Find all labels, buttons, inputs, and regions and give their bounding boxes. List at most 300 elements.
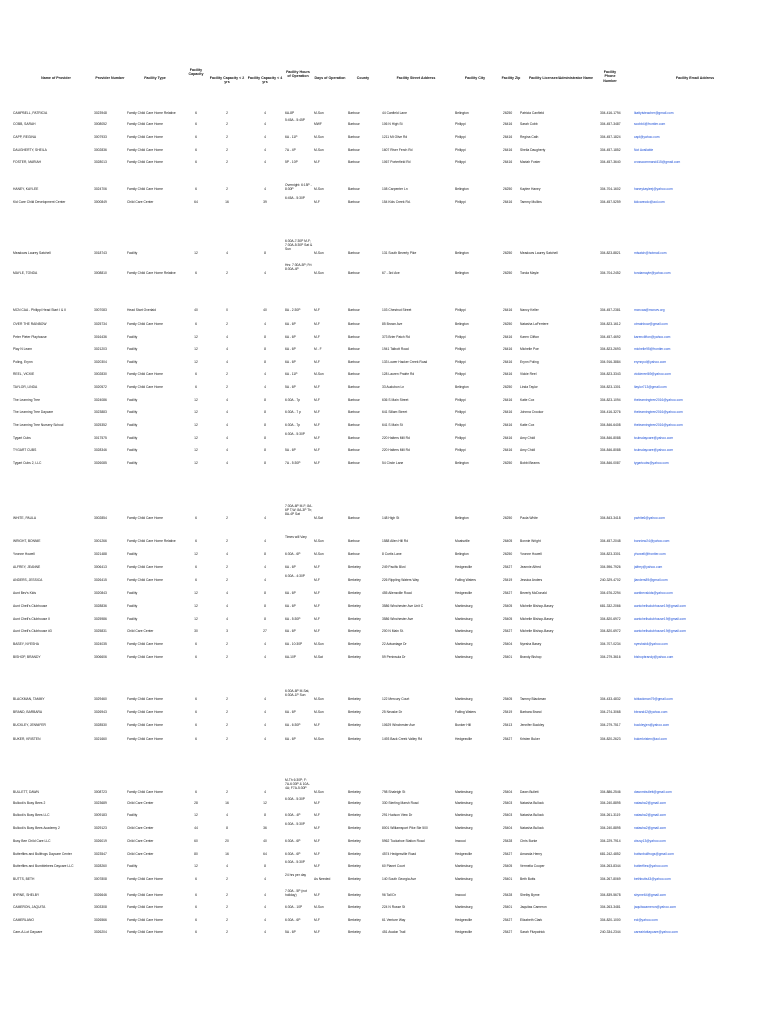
days: M-F xyxy=(314,160,320,164)
phone: 304-457-5259 xyxy=(600,200,621,204)
capacity-under-2: 2 xyxy=(226,111,228,115)
zip: 25401 xyxy=(503,877,513,881)
city: Martinsburg xyxy=(455,790,473,794)
phone: 304-263-3481 xyxy=(600,905,621,909)
zip: 25403 xyxy=(503,801,513,805)
email[interactable]: buttsnbullfrogs@gmail.com xyxy=(634,852,674,856)
city: Belington xyxy=(455,322,469,326)
email[interactable]: capl@yahoo.com xyxy=(634,135,660,139)
facility-type: Facility xyxy=(127,347,138,351)
capacity-under-2: 2 xyxy=(226,135,228,139)
days: M-F xyxy=(314,436,320,440)
provider-name: OVER THE RAINBOW xyxy=(13,322,47,326)
provider-number: 3028836 xyxy=(94,604,107,608)
provider-number: 3020843 xyxy=(94,591,107,595)
zip: 25405 xyxy=(503,604,513,608)
capacity-under-4: 4 xyxy=(264,135,266,139)
provider-number: 3025734 xyxy=(94,322,107,326)
street-address: 140 South Georgia Ave xyxy=(382,877,417,881)
provider-number: 3008052 xyxy=(94,122,107,126)
email[interactable]: lkattyisteacher@gmail.com xyxy=(634,111,674,115)
county: Barbour xyxy=(348,308,360,312)
days: M-Sun xyxy=(314,697,324,701)
email[interactable]: yhowell@frontier.com xyxy=(634,552,666,556)
provider-number: 3023948 xyxy=(94,111,107,115)
facility-type: Facility xyxy=(127,251,138,255)
facility-type: Family Child Care Home xyxy=(127,655,163,659)
county: Barbour xyxy=(348,251,360,255)
county: Berkeley xyxy=(348,905,361,909)
capacity-under-4: 4 xyxy=(264,187,266,191)
days: M-F xyxy=(314,565,320,569)
county: Barbour xyxy=(348,385,360,389)
provider-number: 3007933 xyxy=(94,135,107,139)
city: Hedgesville xyxy=(455,565,473,569)
email[interactable]: jalfrey@yahoo.com xyxy=(634,565,663,569)
county: Berkeley xyxy=(348,839,361,843)
capacity-under-4: 8 xyxy=(264,436,266,440)
capacity-under-4: 36 xyxy=(263,826,267,830)
email[interactable]: thelearningtree2016@yahoo.com xyxy=(634,410,683,414)
email[interactable]: tondamayle@yahoo.com xyxy=(634,271,671,275)
hours: 6A - 5:30P xyxy=(285,617,301,621)
hours: 6A - 6P xyxy=(285,710,296,714)
street-address: 226 Rippling Waters Way xyxy=(382,578,419,582)
city: Martinsburg xyxy=(455,629,473,633)
capacity-under-2: 2 xyxy=(226,710,228,714)
capacity: 12 xyxy=(194,604,198,608)
street-address: 636 S Main Street xyxy=(382,398,409,402)
street-address: 641 S Main St xyxy=(382,423,403,427)
provider-number: 3009183 xyxy=(94,813,107,817)
provider-name: Butterflies and Bumblebees Daycare LLC xyxy=(13,864,74,868)
hours: 7A - 4P xyxy=(285,148,296,152)
county: Barbour xyxy=(348,271,360,275)
city: Belington xyxy=(455,516,469,520)
email[interactable]: auntchellsclubhouse19@gmail.com xyxy=(634,629,686,633)
hours: 6:45A - 5:30P xyxy=(285,196,305,200)
capacity-under-2: 4 xyxy=(226,360,228,364)
capacity-under-4: 4 xyxy=(264,385,266,389)
capacity-under-4: 39 xyxy=(263,200,267,204)
provider-number: 3028530 xyxy=(94,723,107,727)
street-address: 4574 Hedgesville Road xyxy=(382,852,417,856)
administrator: Johnna Crookor xyxy=(520,410,544,414)
administrator: Beverly McDonald xyxy=(520,591,547,595)
hours: Times will Vary xyxy=(285,535,307,539)
zip: 26416 xyxy=(503,410,513,414)
phone: 304-240-8895 xyxy=(600,826,621,830)
header-number: Provider Number xyxy=(95,76,125,80)
email[interactable]: butterflies@yahoo.com xyxy=(634,864,668,868)
county: Barbour xyxy=(348,135,360,139)
email[interactable]: bbrand42@yahoo.com xyxy=(634,710,668,714)
zip: 26416 xyxy=(503,372,513,376)
capacity-under-4: 4 xyxy=(264,790,266,794)
zip: 25419 xyxy=(503,710,513,714)
capacity: 6 xyxy=(195,918,197,922)
administrator: Sarah Cobb xyxy=(520,122,538,126)
phone: 304-886-2546 xyxy=(600,790,621,794)
administrator: Sarah Fitzpatrick xyxy=(520,930,545,934)
hours: M-Th 6:30P; F: 7A-6:30P & 10A-4A; F7A-5:30P xyxy=(285,778,310,790)
provider-number: 3020572 xyxy=(94,385,107,389)
facility-type: Facility xyxy=(127,617,138,621)
street-address: 373 Brier Patch Rd xyxy=(382,335,410,339)
capacity-under-2: 4 xyxy=(226,448,228,452)
administrator: Natasha Bullock xyxy=(520,801,544,805)
provider-name: Bullock's Busy Bees LLC xyxy=(13,813,50,817)
capacity: 6 xyxy=(195,697,197,701)
zip: 26405 xyxy=(503,539,513,543)
street-address: 10629 Winchester Ave xyxy=(382,723,415,727)
capacity-under-4: 4 xyxy=(264,877,266,881)
email[interactable]: scobb4@frontier.com xyxy=(634,122,666,126)
provider-number: 3026415 xyxy=(94,578,107,582)
street-address: 96 Tall Dr xyxy=(382,893,396,897)
zip: 26416 xyxy=(503,398,513,402)
email[interactable]: bukerkristen@aol.com xyxy=(634,737,667,741)
provider-name: BRAND, BARBARA xyxy=(13,710,43,714)
email[interactable]: tcblackman79@gmail.com xyxy=(634,697,673,701)
administrator: Vickie Reel xyxy=(520,372,537,376)
capacity-under-2: 2 xyxy=(226,723,228,727)
city: Philippi xyxy=(455,436,466,440)
email[interactable]: karenclifton@yahoo.com xyxy=(634,335,671,339)
email[interactable]: thelearningtree2016@yahoo.com xyxy=(634,398,683,402)
capacity-under-2: 2 xyxy=(226,893,228,897)
capacity-under-4: 8 xyxy=(264,461,266,465)
email[interactable]: otrrainbow@gmail.com xyxy=(634,322,668,326)
zip: 26416 xyxy=(503,347,513,351)
street-address: 54 Circle Lane xyxy=(382,461,404,465)
capacity: 6 xyxy=(195,790,197,794)
zip: 25427 xyxy=(503,629,513,633)
capacity-under-2: 2 xyxy=(226,790,228,794)
email[interactable]: tcubsdaycare@yahoo.com xyxy=(634,436,674,440)
header-type: Facility Type xyxy=(144,76,166,80)
city: Philippi xyxy=(455,335,466,339)
administrator: Michelle Poe xyxy=(520,347,539,351)
header-admin: Facility Licensee/Administrator Name xyxy=(528,76,594,80)
street-address: 25 Neuske Dr xyxy=(382,710,403,714)
capacity: 6 xyxy=(195,565,197,569)
email[interactable]: auntchellsclubhouse19@gmail.com xyxy=(634,617,686,621)
days: M - F xyxy=(314,347,322,351)
email[interactable]: jlanders89@gmail.com xyxy=(634,578,668,582)
street-address: 200 N Main St. xyxy=(382,629,404,633)
administrator: Natasha Bullock xyxy=(520,813,544,817)
administrator: Meadows Laurey Satchell xyxy=(520,251,558,255)
phone: 304-820-1000 xyxy=(600,918,621,922)
county: Barbour xyxy=(348,372,360,376)
header-name: Name of Provider xyxy=(41,76,71,80)
city: Philippi xyxy=(455,398,466,402)
provider-number: 3002836 xyxy=(94,148,107,152)
administrator: Barbara Brand xyxy=(520,710,542,714)
email[interactable]: michelle95@frontier.com xyxy=(634,347,671,351)
zip: 25404 xyxy=(503,826,513,830)
provider-name: CAMERON, JAQUITA xyxy=(13,905,46,909)
facility-type: Family Child Care Home xyxy=(127,930,163,934)
provider-name: TYGART CUBS xyxy=(13,448,37,452)
email[interactable]: erynnpol@yahoo.com xyxy=(634,360,667,364)
city: Philippi xyxy=(455,160,466,164)
provider-number: 3023689 xyxy=(94,801,107,805)
provider-name: DAUGHERTY, SHEILA xyxy=(13,148,47,152)
street-address: 291 Hudson View Dr xyxy=(382,813,413,817)
capacity: 6 xyxy=(195,723,197,727)
capacity-under-4: 4 xyxy=(264,737,266,741)
city: Belington xyxy=(455,385,469,389)
administrator: Paula White xyxy=(520,516,538,520)
facility-type: Family Child Care Home Relative xyxy=(127,111,176,115)
provider-name: CAMERLANO xyxy=(13,918,34,922)
capacity-under-2: 4 xyxy=(226,552,228,556)
capacity-under-2: 2 xyxy=(226,737,228,741)
street-address: 59 Peninsula Dr xyxy=(382,655,406,659)
provider-name: Care-A-Lot Daycare xyxy=(13,930,43,934)
provider-number: 3026646 xyxy=(94,893,107,897)
provider-number: 3021488 xyxy=(94,552,107,556)
provider-number: 3028260 xyxy=(94,864,107,868)
city: Hedgesville xyxy=(455,591,473,595)
zip: 26416 xyxy=(503,308,513,312)
email[interactable]: natasha2@gmail.com xyxy=(634,813,666,817)
phone: 304-261-3119 xyxy=(600,813,621,817)
provider-number: 3026566 xyxy=(94,918,107,922)
zip: 26250 xyxy=(503,271,513,275)
capacity-under-4: 4 xyxy=(264,905,266,909)
county: Berkeley xyxy=(348,930,361,934)
capacity-under-2: 16 xyxy=(225,852,229,856)
administrator: Tonda Mayle xyxy=(520,271,539,275)
hours: 6A-8P xyxy=(285,111,295,115)
phone: 304-457-1824 xyxy=(600,135,621,139)
email[interactable]: jaquitacameron@yahoo.com xyxy=(634,905,677,909)
capacity-under-4: 4 xyxy=(264,578,266,582)
email[interactable]: Not Available xyxy=(634,148,654,152)
email[interactable]: mlsatch@hotmail.com xyxy=(634,251,667,255)
zip: 26416 xyxy=(503,148,513,152)
header-cap4: Facility Capacity < 4 yrs xyxy=(247,76,283,85)
county: Barbour xyxy=(348,410,360,414)
email[interactable]: pwhite6@yahoo.com xyxy=(634,516,665,520)
administrator: Natasha LaFerriere xyxy=(520,322,549,326)
zip: 26250 xyxy=(503,552,513,556)
days: M-F xyxy=(314,200,320,204)
administrator: Michelle Bishop-Basey xyxy=(520,629,554,633)
email[interactable]: tcubsdaycare@yahoo.com xyxy=(634,448,674,452)
street-address: 798 Shaleigh St xyxy=(382,790,406,794)
days: M-Sun xyxy=(314,642,324,646)
city: Martinsburg xyxy=(455,864,473,868)
provider-number: 3023883 xyxy=(94,410,107,414)
capacity: 6 xyxy=(195,372,197,376)
header-zip: Facility Zip xyxy=(501,76,521,80)
email[interactable]: careairlottaycare@yahoo.com xyxy=(634,930,678,934)
phone: 304-846-6408 xyxy=(600,423,621,427)
capacity-under-2: 4 xyxy=(226,398,228,402)
administrator: Michelle Bishop-Basey xyxy=(520,617,554,621)
facility-type: Facility xyxy=(127,398,138,402)
zip: 25405 xyxy=(503,617,513,621)
email[interactable]: ecl@yahoo.com xyxy=(634,918,658,922)
capacity: 6 xyxy=(195,271,197,275)
provider-name: ANDERS, JESSICA xyxy=(13,578,43,582)
capacity-under-2: 2 xyxy=(226,877,228,881)
capacity: 12 xyxy=(194,591,198,595)
email[interactable]: thelearningtree2016@yahoo.com xyxy=(634,423,683,427)
county: Barbour xyxy=(348,122,360,126)
email[interactable]: nyeshab4@yahoo.com xyxy=(634,642,668,646)
capacity: 12 xyxy=(194,360,198,364)
days: M-F xyxy=(314,410,320,414)
county: Berkeley xyxy=(348,852,361,856)
hours: 6:30A - 7p xyxy=(285,398,301,402)
street-address: 60 Planet Court xyxy=(382,864,405,868)
administrator: Katie Cox xyxy=(520,398,535,402)
facility-type: Family Child Care Home xyxy=(127,642,163,646)
city: Hedgesville xyxy=(455,852,473,856)
zip: 26416 xyxy=(503,335,513,339)
capacity: 12 xyxy=(194,864,198,868)
city: Belington xyxy=(455,111,469,115)
hours: 8A - 2:30P xyxy=(285,308,301,312)
days: M-Sun xyxy=(314,251,324,255)
days: M-F xyxy=(314,617,320,621)
capacity-under-4: 4 xyxy=(264,710,266,714)
facility-type: Head Start Overlaid xyxy=(127,308,156,312)
administrator: Bonnie Wright xyxy=(520,539,541,543)
capacity-under-4: 4 xyxy=(264,565,266,569)
provider-name: Tygart Cubs 2, LLC xyxy=(13,461,42,465)
city: Philippi xyxy=(455,360,466,364)
county: Berkeley xyxy=(348,813,361,817)
capacity-under-4: 4 xyxy=(264,122,266,126)
administrator: Nancy Keller xyxy=(520,308,539,312)
provider-name: BYRNE, SHELBY xyxy=(13,893,40,897)
hours: 6A - 6P xyxy=(285,604,296,608)
capacity-under-2: 4 xyxy=(226,461,228,465)
county: Barbour xyxy=(348,187,360,191)
days: M-Sun xyxy=(314,187,324,191)
email[interactable]: cbusy13@yahoo.com xyxy=(634,839,666,843)
zip: 25427 xyxy=(503,591,513,595)
days: M-F xyxy=(314,322,320,326)
county: Berkeley xyxy=(348,790,361,794)
hours: 6A - 6:30P xyxy=(285,723,301,727)
hours: 6A - 11P xyxy=(285,135,298,139)
street-address: 1588 Allen Hill Rd xyxy=(382,539,409,543)
email[interactable]: bishopbrandy@yahoo.com xyxy=(634,655,674,659)
hours: 6:30A - 4P xyxy=(285,813,301,817)
capacity: 12 xyxy=(194,410,198,414)
street-address: 103 Chestnut Street xyxy=(382,308,412,312)
zip: 25401 xyxy=(503,905,513,909)
provider-name: HANEY, KAYLEE xyxy=(13,187,39,191)
hours: 5A - 6P xyxy=(285,930,296,934)
administrator: Chris Burke xyxy=(520,839,538,843)
email[interactable]: crosscommand415@gmail.com xyxy=(634,160,681,164)
capacity: 6 xyxy=(195,122,197,126)
street-address: 133 Lower Hacker Creek Road xyxy=(382,360,428,364)
provider-name: REEL, VICKIE xyxy=(13,372,35,376)
provider-number: 3029460 xyxy=(94,697,107,701)
email[interactable]: haneykayleej@yahoo.com xyxy=(634,187,673,191)
email[interactable]: bethbutts43@yahoo.com xyxy=(634,877,671,881)
county: Berkeley xyxy=(348,893,361,897)
street-address: 451 Avalon Trail xyxy=(382,930,406,934)
email[interactable]: ltaylor713@gmail.com xyxy=(634,385,667,389)
capacity-under-4: 4 xyxy=(264,322,266,326)
email[interactable]: vickiereel69@yahoo.com xyxy=(634,372,671,376)
days: M-Sun xyxy=(314,111,324,115)
city: Martinsburg xyxy=(455,617,473,621)
provider-name: COBB, SARAH xyxy=(13,122,36,126)
email[interactable]: auntchellsclubhouse19@gmail.com xyxy=(634,604,686,608)
capacity: 6 xyxy=(195,539,197,543)
email[interactable]: auntbevskids@yahoo.com xyxy=(634,591,673,595)
email[interactable]: tygartcubs@yahoo.com xyxy=(634,461,669,465)
provider-number: 3024706 xyxy=(94,187,107,191)
provider-name: Tygart Cubs xyxy=(13,436,31,440)
email[interactable]: bonniew24@yahoo.com xyxy=(634,539,670,543)
administrator: Kaylee Haney xyxy=(520,187,541,191)
days: M-F xyxy=(314,360,320,364)
capacity-under-4: 8 xyxy=(264,813,266,817)
zip: 25404 xyxy=(503,790,513,794)
street-address: 1211 Mt Olive Rd xyxy=(382,135,408,139)
email[interactable]: kidcarecdc@aol.com xyxy=(634,200,665,204)
header-address: Facility Street Address xyxy=(396,76,436,80)
days: M-F xyxy=(314,448,320,452)
facility-type: Family Child Care Home xyxy=(127,578,163,582)
zip: 26416 xyxy=(503,122,513,126)
email[interactable]: natasha2@gmail.com xyxy=(634,801,666,805)
city: Philippi xyxy=(455,308,466,312)
provider-number: 3003308 xyxy=(94,905,107,909)
facility-type: Family Child Care Home xyxy=(127,322,163,326)
days: M-F xyxy=(314,852,320,856)
administrator: Erynn Poling xyxy=(520,360,539,364)
capacity-under-2: 2 xyxy=(226,578,228,582)
zip: 25404 xyxy=(503,642,513,646)
hours: 6A - 10:30P xyxy=(285,642,303,646)
email[interactable]: natasha2@gmail.com xyxy=(634,826,666,830)
email[interactable]: buckleyjen@yahoo.com xyxy=(634,723,670,727)
email[interactable]: sbyrne64@gmail.com xyxy=(634,893,666,897)
capacity-under-2: 4 xyxy=(226,591,228,595)
city: Hedgesville xyxy=(455,930,473,934)
phone: 304-823-8821 xyxy=(600,251,621,255)
facility-type: Family Child Care Home xyxy=(127,385,163,389)
capacity: 6 xyxy=(195,148,197,152)
email[interactable]: dawnmbullett@gmail.com xyxy=(634,790,672,794)
street-address: 128 Lauren Prairie Rd xyxy=(382,372,415,376)
city: Martinsburg xyxy=(455,826,473,830)
hours: 6:30A - 7p xyxy=(285,423,301,427)
city: Philippi xyxy=(455,122,466,126)
capacity: 6 xyxy=(195,187,197,191)
facility-type: Child Care Center xyxy=(127,852,154,856)
days: M-F xyxy=(314,723,320,727)
provider-number: 3024035 xyxy=(94,642,107,646)
administrator: Katie Cox xyxy=(520,423,535,427)
email[interactable]: mcncaa@mcnwv.org xyxy=(634,308,665,312)
capacity-under-4: 8 xyxy=(264,617,266,621)
hours: 6:30A - 6P xyxy=(285,839,301,843)
